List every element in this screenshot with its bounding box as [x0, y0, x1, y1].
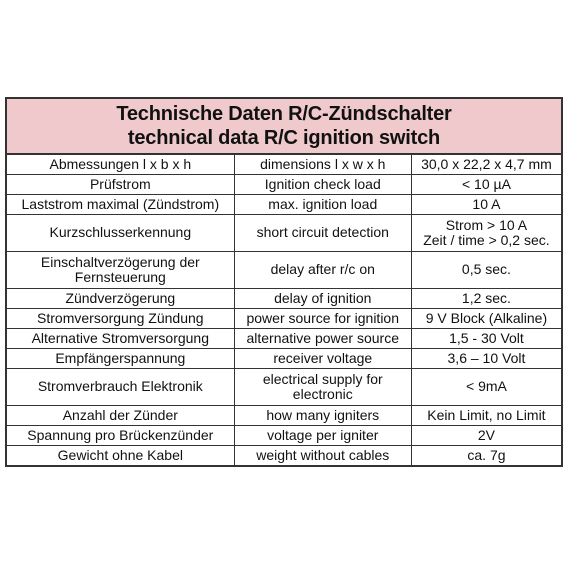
spec-table [7, 155, 561, 465]
cell-german: Kurzschlusserkennung [7, 214, 234, 251]
cell-english: receiver voltage [234, 348, 411, 368]
table-row [7, 445, 561, 465]
cell-german: Laststrom maximal (Zündstrom) [7, 194, 234, 214]
cell-value-line2: Zeit / time > 0,2 sec. [423, 231, 550, 248]
cell-value: 1,5 - 30 Volt [411, 328, 561, 348]
cell-value: < 9mA [411, 368, 561, 405]
cell-german: Alternative Stromversorgung [7, 328, 234, 348]
cell-value: < 10 µA [411, 174, 561, 194]
cell-german: Empfängerspannung [7, 348, 234, 368]
cell-english-line1: electrical supply for [262, 370, 383, 387]
cell-german: Spannung pro Brückenzünder [7, 425, 234, 445]
cell-value: 9 V Block (Alkaline) [411, 308, 561, 328]
cell-english: voltage per igniter [234, 425, 411, 445]
cell-german [7, 251, 234, 288]
cell-english: delay of ignition [234, 288, 411, 308]
cell-value-line1: Strom > 10 A [445, 216, 528, 233]
table-row [7, 425, 561, 445]
cell-value: 3,6 – 10 Volt [411, 348, 561, 368]
cell-english: weight without cables [234, 445, 411, 465]
cell-german: Stromverbrauch Elektronik [7, 368, 234, 405]
table-row [7, 214, 561, 251]
table-row [7, 368, 561, 405]
cell-german: Prüfstrom [7, 174, 234, 194]
cell-english: Ignition check load [234, 174, 411, 194]
cell-german-line1: Einschaltverzögerung der [40, 253, 200, 270]
cell-english-line2: electronic [292, 385, 353, 402]
cell-value [411, 214, 561, 251]
title-block [7, 99, 561, 155]
cell-german-line2: Fernsteuerung [74, 268, 166, 285]
cell-german: Abmessungen l x b x h [7, 155, 234, 174]
spec-sheet [5, 97, 563, 467]
cell-value: Kein Limit, no Limit [411, 405, 561, 425]
table-row [7, 308, 561, 328]
cell-german: Stromversorgung Zündung [7, 308, 234, 328]
title-english: technical data R/C ignition switch [127, 127, 441, 149]
table-row [7, 194, 561, 214]
cell-english: how many igniters [234, 405, 411, 425]
table-row [7, 348, 561, 368]
cell-value: 1,2 sec. [411, 288, 561, 308]
cell-german: Zündverzögerung [7, 288, 234, 308]
cell-german: Gewicht ohne Kabel [7, 445, 234, 465]
cell-english: short circuit detection [234, 214, 411, 251]
table-row [7, 174, 561, 194]
table-row [7, 155, 561, 174]
cell-german: Anzahl der Zünder [7, 405, 234, 425]
cell-value: 2V [411, 425, 561, 445]
cell-value: ca. 7g [411, 445, 561, 465]
cell-value: 0,5 sec. [411, 251, 561, 288]
cell-english [234, 368, 411, 405]
table-row [7, 328, 561, 348]
title-german: Technische Daten R/C-Zündschalter [116, 103, 452, 125]
cell-english: max. ignition load [234, 194, 411, 214]
table-row [7, 405, 561, 425]
cell-english: power source for ignition [234, 308, 411, 328]
cell-english: alternative power source [234, 328, 411, 348]
table-row [7, 288, 561, 308]
cell-value: 30,0 x 22,2 x 4,7 mm [411, 155, 561, 174]
cell-english: delay after r/c on [234, 251, 411, 288]
cell-english: dimensions l x w x h [234, 155, 411, 174]
cell-value: 10 A [411, 194, 561, 214]
table-row [7, 251, 561, 288]
